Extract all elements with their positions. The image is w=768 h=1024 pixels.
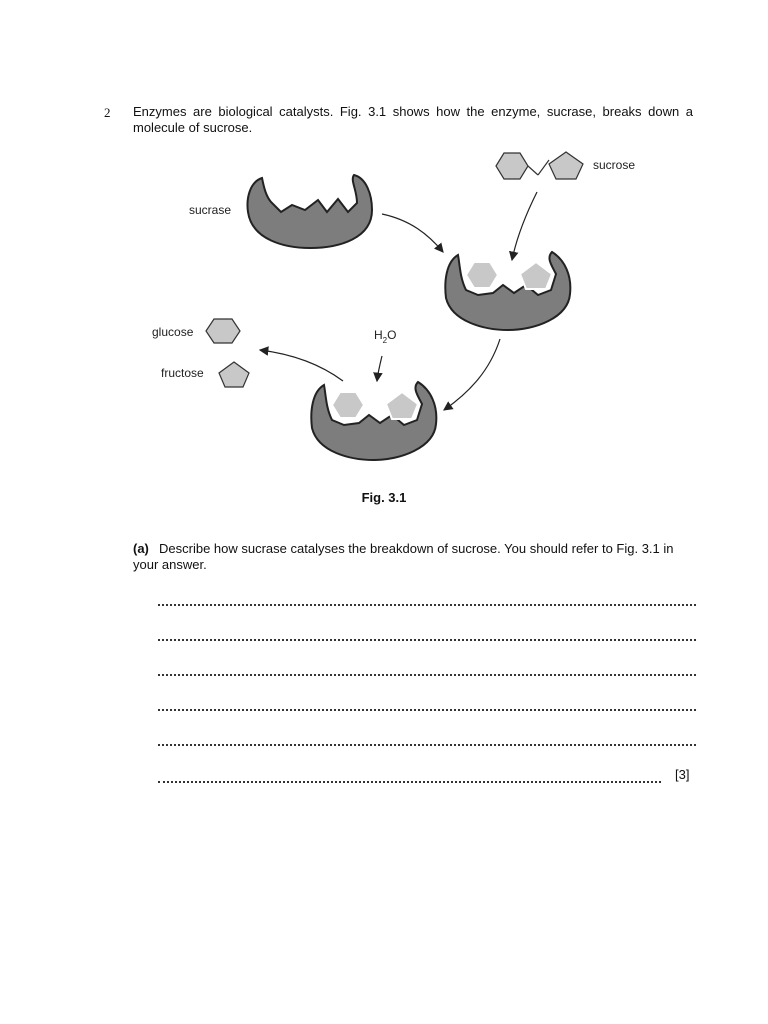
arrow-enzyme-to-complex — [382, 214, 443, 252]
arrow-water-in — [377, 356, 382, 381]
label-glucose: glucose — [152, 325, 194, 339]
enzyme-sucrase-empty — [248, 175, 372, 248]
arrow-sucrose-to-complex — [512, 192, 537, 260]
answer-line[interactable] — [158, 639, 696, 641]
enzyme-products-forming — [311, 382, 436, 460]
answer-line[interactable] — [158, 709, 696, 711]
answer-line[interactable] — [158, 781, 661, 783]
complex-pentagon — [520, 262, 552, 289]
figure-caption: Fig. 3.1 — [361, 490, 407, 505]
label-sucrase: sucrase — [189, 203, 232, 217]
arrow-complex-to-products — [444, 339, 500, 410]
answer-line[interactable] — [158, 674, 696, 676]
answer-line[interactable] — [158, 604, 696, 606]
question-number: 2 — [104, 105, 111, 120]
sucrose-bond — [528, 166, 538, 175]
label-fructose: fructose — [161, 366, 204, 380]
question-stem: Enzymes are biological catalysts. Fig. 3.1 shows how the enzyme, sucrase, breaks down a molecule of sucrose. — [133, 104, 693, 135]
glucose-hexagon — [206, 319, 240, 343]
sucrose-pentagon — [549, 152, 583, 179]
sucrose-hexagon — [496, 153, 528, 179]
part-a-label: (a) — [133, 541, 149, 556]
label-sucrose: sucrose — [593, 158, 636, 172]
arrow-release-products — [260, 350, 343, 381]
answer-line[interactable] — [158, 744, 696, 746]
enzyme-substrate-complex — [445, 252, 570, 330]
part-a-text: Describe how sucrase catalyses the breakdown of sucrose. You should refer to Fig. 3.1 in your answer. — [133, 541, 674, 572]
complex-hexagon — [466, 262, 498, 288]
label-water: $H_2O$ — [374, 328, 397, 345]
products-pentagon — [386, 392, 418, 419]
products-hexagon — [332, 392, 364, 418]
part-a-prompt — [133, 541, 693, 573]
marks-allocation: [3] — [675, 767, 690, 782]
fructose-pentagon — [219, 362, 249, 387]
